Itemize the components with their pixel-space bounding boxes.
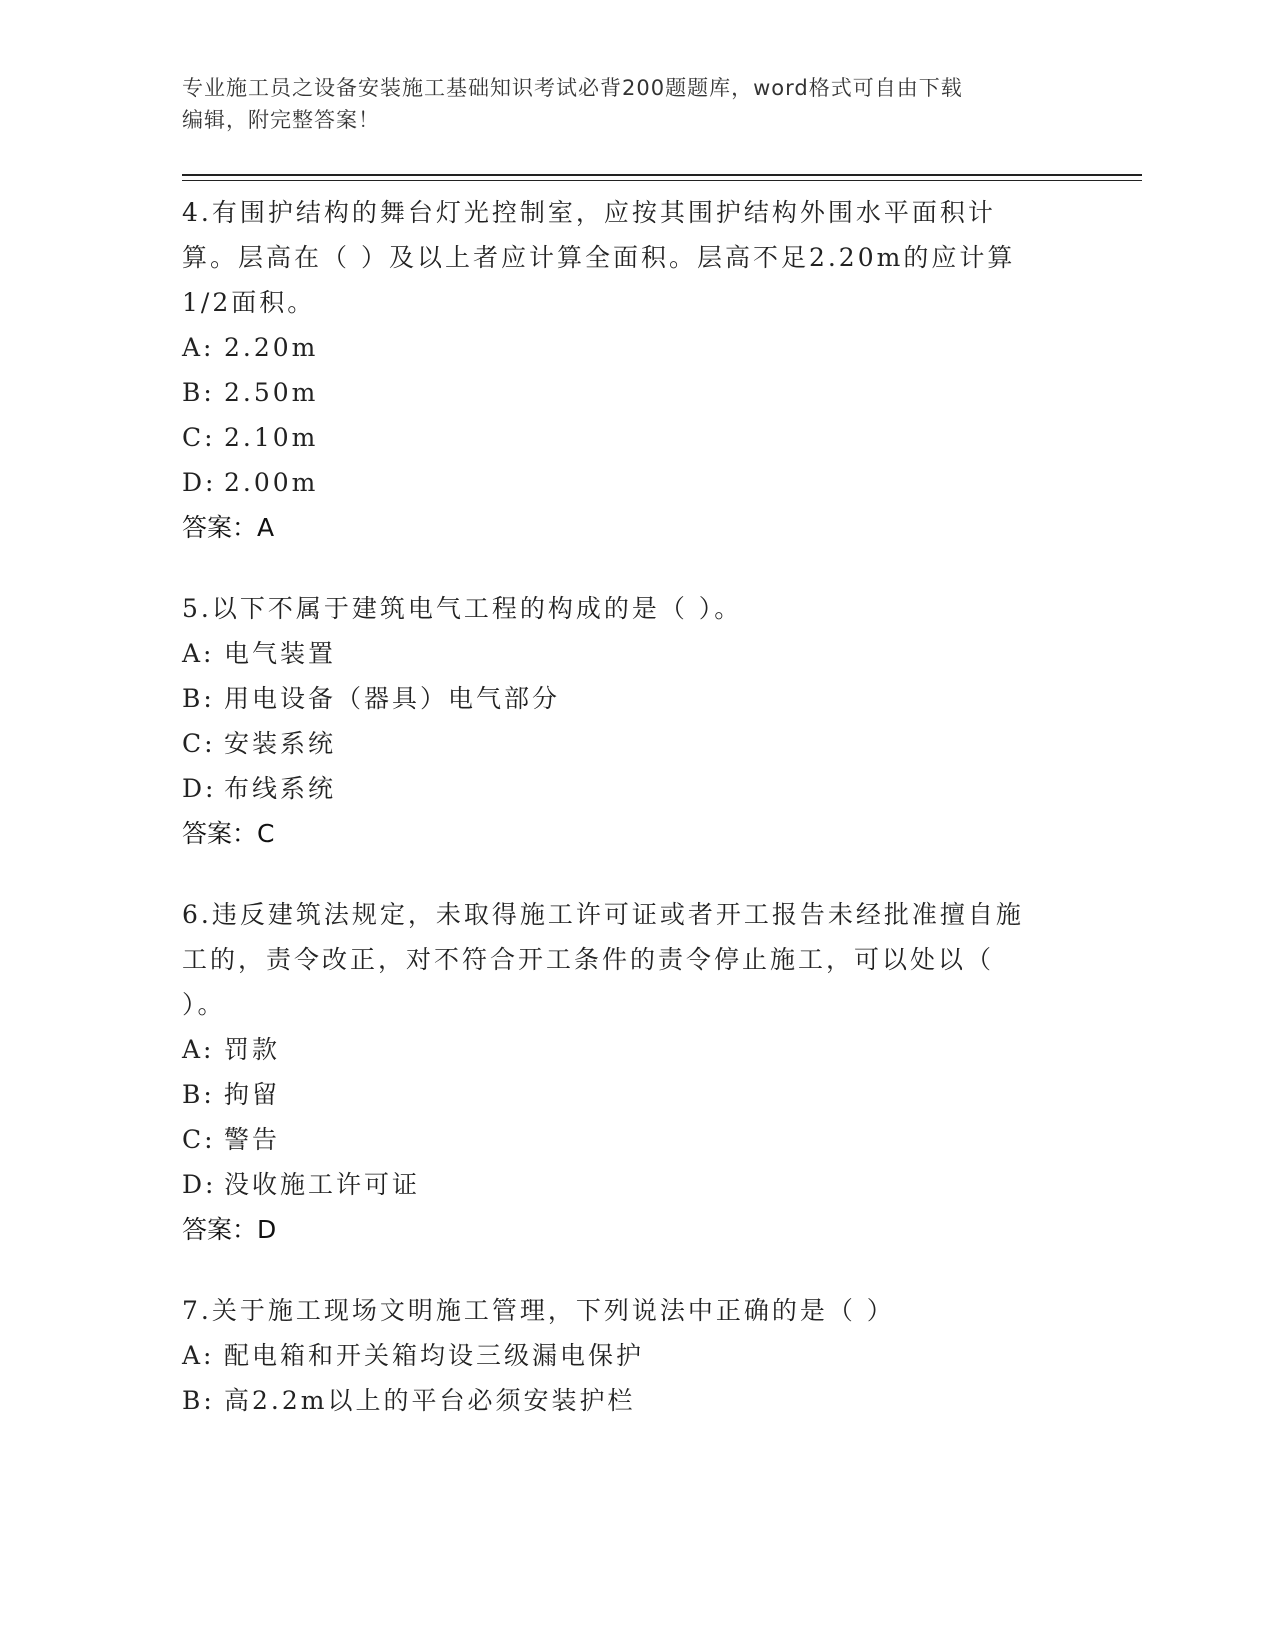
option-text: 拘留 — [224, 1080, 281, 1109]
document-header — [182, 72, 1042, 136]
question-6 — [182, 892, 1082, 1252]
option-label: A: — [182, 1035, 215, 1064]
option-d — [182, 460, 1082, 505]
option-label: D: — [182, 468, 217, 497]
option-label: D: — [182, 1170, 217, 1199]
option-text: 2.20m — [224, 333, 319, 362]
option-text: 警告 — [224, 1125, 281, 1154]
option-c — [182, 721, 1082, 766]
option-label: A: — [182, 639, 215, 668]
question-stem: 7.关于施工现场文明施工管理，下列说法中正确的是（ ） — [182, 1296, 895, 1325]
option-a — [182, 325, 1082, 370]
option-label: A: — [182, 1341, 215, 1370]
option-label: C: — [182, 423, 216, 452]
option-text: 罚款 — [224, 1035, 281, 1064]
question-stem: 5.以下不属于建筑电气工程的构成的是（ ）。 — [182, 594, 743, 623]
header-line-1: 专业施工员之设备安装施工基础知识考试必背200题题库，word格式可自由下载 — [182, 76, 963, 100]
header-line-2: 编辑，附完整答案！ — [182, 108, 380, 132]
option-text: 高2.2m以上的平台必须安装护栏 — [224, 1386, 636, 1415]
option-b — [182, 1072, 1082, 1117]
question-7 — [182, 1288, 1082, 1423]
option-b — [182, 1378, 1082, 1423]
option-text: 2.10m — [224, 423, 319, 452]
option-text: 2.50m — [224, 378, 319, 407]
option-text: 安装系统 — [224, 729, 337, 758]
option-text: 配电箱和开关箱均设三级漏电保护 — [224, 1341, 645, 1370]
option-label: A: — [182, 333, 215, 362]
option-label: C: — [182, 1125, 216, 1154]
header-rule-thin — [182, 180, 1142, 181]
answer-line: 答案：D — [182, 1215, 277, 1244]
option-label: B: — [182, 1386, 215, 1415]
option-d — [182, 1162, 1082, 1207]
option-text: 布线系统 — [224, 774, 337, 803]
question-stem: 6.违反建筑法规定，未取得施工许可证或者开工报告未经批准擅自施工的，责令改正，对不符合开工条件的责令停止施工，可以处以（ ）。 — [182, 900, 1024, 1019]
option-b — [182, 676, 1082, 721]
option-label: B: — [182, 684, 215, 713]
option-c — [182, 415, 1082, 460]
option-b — [182, 370, 1082, 415]
question-stem: 4.有围护结构的舞台灯光控制室，应按其围护结构外围水平面积计算。层高在（ ）及以上者应计算全面积。层高不足2.20m的应计算1/2面积。 — [182, 198, 1016, 317]
header-rule-thick — [182, 174, 1142, 176]
option-text: 电气装置 — [224, 639, 337, 668]
option-label: D: — [182, 774, 217, 803]
option-text: 用电设备（器具）电气部分 — [224, 684, 561, 713]
answer-line: 答案：A — [182, 513, 275, 542]
option-a — [182, 1027, 1082, 1072]
question-list — [182, 190, 1082, 1459]
option-text: 没收施工许可证 — [224, 1170, 421, 1199]
option-a — [182, 1333, 1082, 1378]
option-d — [182, 766, 1082, 811]
option-label: C: — [182, 729, 216, 758]
option-a — [182, 631, 1082, 676]
answer-line: 答案：C — [182, 819, 275, 848]
option-label: B: — [182, 1080, 215, 1109]
option-label: B: — [182, 378, 215, 407]
question-4 — [182, 190, 1082, 550]
option-text: 2.00m — [224, 468, 319, 497]
question-5 — [182, 586, 1082, 856]
option-c — [182, 1117, 1082, 1162]
